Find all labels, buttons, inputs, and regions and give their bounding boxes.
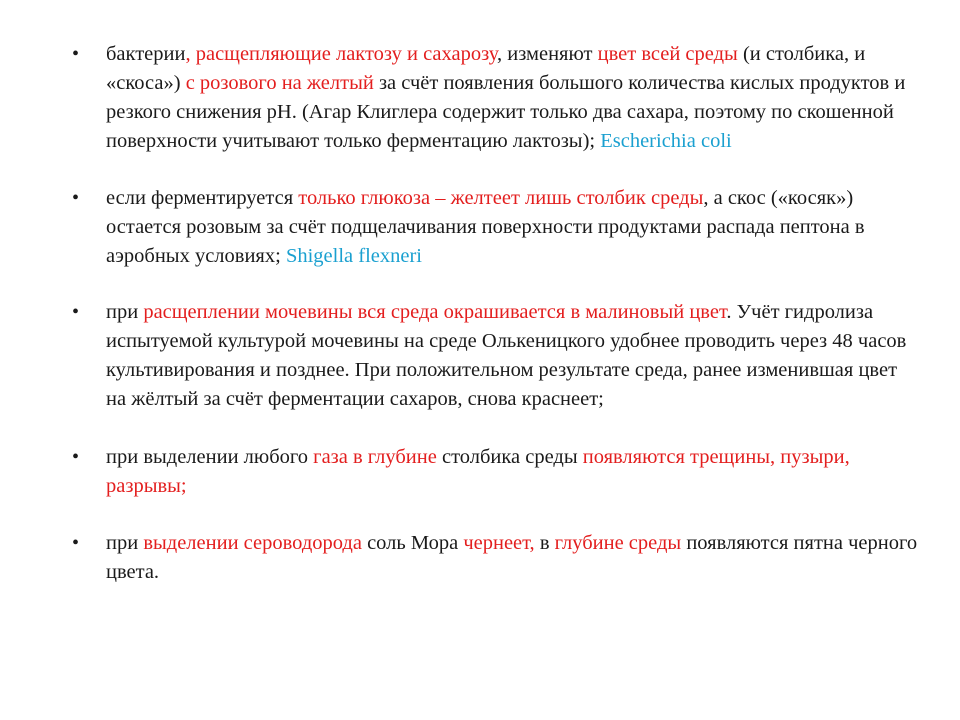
text-segment: в <box>534 532 555 554</box>
bullet-item-urea <box>72 298 922 414</box>
highlighted-text: глубине среды <box>554 532 682 554</box>
bullet-marker: • <box>72 301 80 323</box>
bullet-text <box>106 301 906 410</box>
text-segment: (и столбика, и «скоса») <box>106 43 866 94</box>
highlighted-text: расщеплении мочевины вся среда окрашивается в малиновый цвет <box>143 301 727 323</box>
highlighted-text: выделении сероводорода <box>143 532 362 554</box>
bullet-marker: • <box>72 43 80 65</box>
bullet-item-lactose-sucrose <box>72 40 922 156</box>
text-segment: если ферментируется <box>106 187 299 209</box>
highlighted-text: только глюкоза – желтеет лишь столбик среды <box>298 187 704 209</box>
highlighted-text: цвет всей среды <box>597 43 738 65</box>
text-segment: соль Мора <box>361 532 464 554</box>
text-segment: . Учёт гидролиза испытуемой культурой мочевины на среде Олькеницкого удобнее проводить через 48 часов культивирования и позднее. При положительном результате среда, ранее изменившая цвет на жёлтый за счёт ферментации сахаров, снова краснеет; <box>106 301 907 410</box>
bullet-text <box>106 532 917 583</box>
text-segment: при выделении любого <box>106 446 314 468</box>
organism-name: Shigella flexneri <box>285 245 422 267</box>
highlighted-text: появляются трещины, пузыри, разрывы; <box>106 446 850 497</box>
text-segment: при <box>106 301 144 323</box>
highlighted-text: чернеет, <box>463 532 535 554</box>
bullet-list <box>72 40 922 615</box>
text-segment: за счёт появления большого количества кислых продуктов и резкого снижения рН. (Агар Клиглера содержит только два сахара, поэтому по скошенной поверхности учитывают только ферментацию лактозы); <box>106 72 906 152</box>
bullet-text <box>106 187 865 267</box>
highlighted-text: , расщепляющие лактозу и сахарозу <box>185 43 497 65</box>
bullet-marker: • <box>72 187 80 209</box>
bullet-item-glucose-only <box>72 184 922 271</box>
text-segment: появляются пятна черного цвета. <box>106 532 918 583</box>
highlighted-text: газа в глубине <box>313 446 437 468</box>
text-segment: при <box>106 532 144 554</box>
bullet-item-gas <box>72 443 922 501</box>
bullet-marker: • <box>72 446 80 468</box>
highlighted-text: с розового на желтый <box>185 72 374 94</box>
text-segment: бактерии <box>106 43 186 65</box>
text-segment: , изменяют <box>496 43 598 65</box>
text-segment: , а скос («косяк») остается розовым за счёт подщелачивания поверхности продуктами распада пептона в аэробных условиях; <box>106 187 865 267</box>
text-segment: столбика среды <box>436 446 583 468</box>
organism-name: Escherichia coli <box>600 130 732 152</box>
bullet-item-hydrogen-sulfide <box>72 529 922 587</box>
bullet-text <box>106 43 905 152</box>
bullet-marker: • <box>72 532 80 554</box>
bullet-text <box>106 446 850 497</box>
